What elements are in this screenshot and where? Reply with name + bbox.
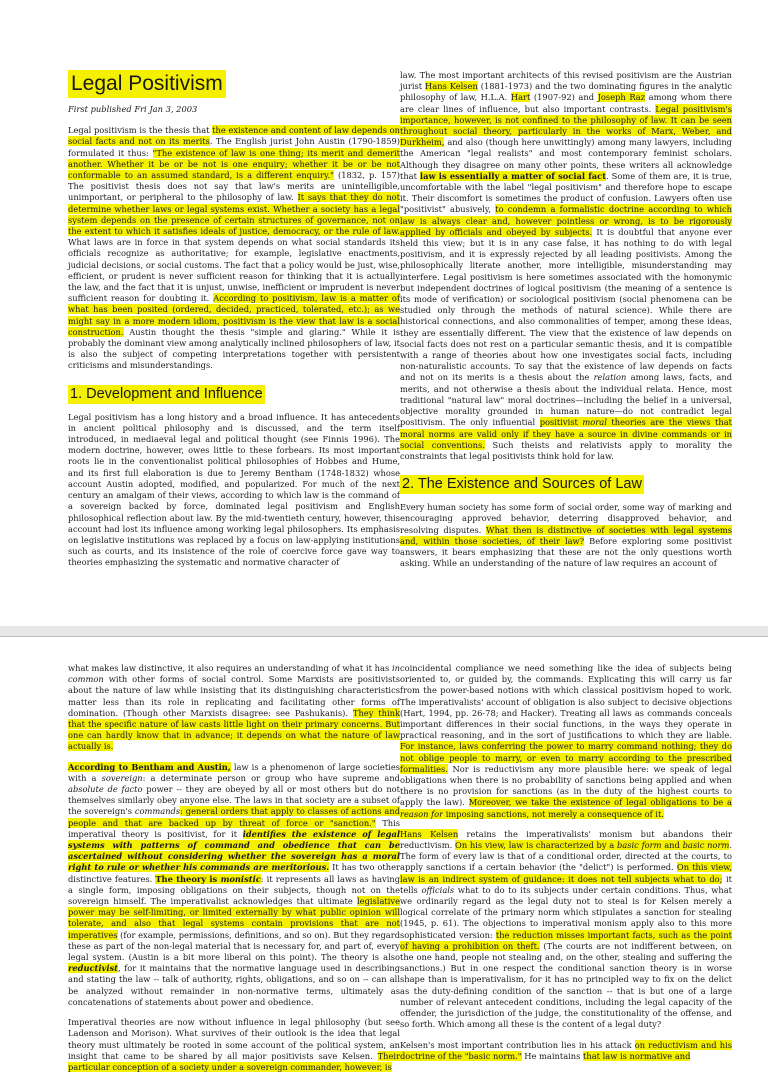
- paragraph: [400, 663, 732, 820]
- highlighted-text: Legal positivism's importance, however, is not confined to the philosophy of law. It can be seen throughout social theory, particularly in the works of Marx, Weber, and Durkheim,: [400, 103, 732, 148]
- highlighted-text: Their particular conception of a society under a sovereign commander, however, is: [68, 1050, 400, 1072]
- highlighted-text: moral: [582, 417, 607, 428]
- highlighted-text: theories are the views that moral norms are valid only if they have a source in divine commands or in social conventions.: [400, 417, 732, 450]
- highlighted-text: that law is normative and: [583, 1050, 691, 1061]
- highlighted-text: Joseph Raz: [597, 92, 646, 103]
- highlighted-text: : general orders that apply to classes of actions and people and that are backed up by threat of force or "sanction.": [68, 806, 401, 828]
- page-2-right-column: [400, 663, 732, 1071]
- document-page-2: [0, 636, 768, 1072]
- text-run: It is doubtful that anyone ever held this view; but it is in any case false, it has nothing to do with legal positivism, and it is expressly rejected by all leading positivists. Among the philosophically literate another, more intelligible, misunderstanding may interfere. Legal positivism is here sometimes associated with the homonymic but independent doctrines of logical positivism (the meaning of a sentence is its mode of verification) or sociological positivism (social phenomena can be studied only through the methods of natural science). While there are historical connections, and also commonalities of temper, among these ideas, they are essentially different. The view that the existence of law depends on social facts does not rest on a particular semantic thesis, and it is compatible with a range of theories about how one investigates social facts, including non-naturalistic accounts. To say that the existence of law depends on facts and not on its merits is a thesis about the: [400, 226, 732, 383]
- text-run: : it represents all laws as having a single form, imposing obligations on their subjects, though not on the sovereign himself. The imperativalist acknowledges that ultimate: [68, 873, 401, 907]
- text-run: officials: [421, 884, 455, 895]
- text-run: . The form of every law is that of a conditional order, directed at the courts, to apply sanctions if a certain behavior (the "delict") is performed.: [400, 840, 732, 873]
- text-run: Every human society has some form of social order, some way of marking and encouraging approved behavior, deterring disapproved behavior, and resolving disputes.: [400, 502, 732, 535]
- text-run: with other forms of social control. Some Marxists are positivists about the nature of law while insisting that its distinguishing characteristics matter less than its role in replicating and facilitating other forms of domination. (Though other Marxists disagree: see Pashukanis).: [68, 674, 400, 718]
- highlighted-text: Hart: [510, 92, 531, 103]
- highlighted-text: It says that they do not determine whether laws or legal systems exist. Whether a society has a legal system depends on the presence of certain structures of governance, not on the extent to which it satisfies ideals of justice, democracy, or the rule of law.: [68, 192, 400, 237]
- text-run: among whom there are clear lines of influence, but also important contrasts.: [400, 92, 733, 114]
- text-run: Nor is reductivism any more plausible here: we speak of legal obligations when there is no probability of sanctions being applied and when there is no provision for sanctions (as in the duty of the highest courts to apply the law).: [400, 763, 732, 808]
- document-title: Legal Positivism: [68, 70, 226, 98]
- text-run: (1881-1973) and the two dominating figures in the analytic philosophy of law, H.L.A.: [400, 81, 732, 103]
- text-run: Imperatival theories are now without influence in legal philosophy (but see Ladenson and Morison). What survives of their outlook is the idea that legal theory must ultimately be rooted in some account of the political system, an insight that came to be shared by all major positivists save Kelsen.: [68, 1017, 400, 1061]
- publication-date: First published Fri Jan 3, 2003: [68, 104, 198, 114]
- text-run: . The English jurist John Austin (1790-1859) formulated it thus:: [68, 136, 400, 158]
- text-run: law. The most important architects of this revised positivism are the Austrian jurist: [400, 70, 732, 92]
- highlighted-text: identifies the existence of legal systems with patterns of command and obedience that can be ascertained without considering whether the sovereign has a moral right to rule or whether his commands are meritorious.: [68, 828, 400, 873]
- highlighted-text: They think that the specific nature of law casts little light on their primary concerns. But one can hardly know that in advance; it depends on what the nature of law actually is.: [68, 707, 400, 752]
- text-run: power -- they are obeyed by all or most others but do not themselves similarly obey anyone else. The laws in that society are a subset of the sovereign's: [68, 784, 400, 817]
- section-1-heading: 1. Development and Influence: [70, 385, 263, 402]
- paragraph: [68, 762, 400, 1008]
- highlighted-text: reductivist: [68, 963, 118, 974]
- text-run: Such theists and relativists apply to morality the constraints that legal positivists think hold for law.: [400, 439, 732, 461]
- section-2-paragraph: [400, 502, 732, 569]
- text-run: among laws, facts, and merits, and not otherwise a thesis about the individual relata. Hence, most traditional "natural law" moral doctrines—including the belief in a universal, objective morality grounded in human nature—do not contradict legal positivism. The only influential: [400, 372, 733, 428]
- paragraph: [68, 663, 400, 753]
- text-run: (for example, permissions, definitions, and so on). But they regard these as part of the non-legal material that is necessary for, and part of, every legal system. (Austin is a bit more liberal on this point). The theory is also: [68, 929, 400, 963]
- text-run: It has two other distinctive features.: [68, 862, 400, 884]
- section-2-heading: 2. The Existence and Sources of Law: [402, 476, 642, 493]
- highlighted-text: The theory is: [155, 873, 221, 884]
- text-run: retains the imperativalists' monism but abandons their reductivism.: [400, 828, 732, 851]
- highlighted-text: legislative power may be self-limiting, or limited externally by what public opinion will tolerate, and also that legal systems contain provisions that are not imperatives: [68, 896, 400, 940]
- text-run: What laws are in force in that system depends on what social standards its officials recognize as authoritative; for example, legislative enactments, judicial decisions, or social customs. The fact that a policy would be just, wise, efficient, or prudent is never sufficient reason for thinking that it is actually the law, and the fact that it is unjust, unwise, inefficient or imprudent is never sufficient reason for doubting it.: [68, 237, 400, 304]
- text-run: it tells: [400, 873, 732, 895]
- text-run: (The courts are not indifferent between, on the one hand, people not stealing and, on the other, stealing and suffering the sanctions.) But in one respect the conditional sanction theory is in worse shape than is imperativalism, for it has no principled way to fix on the delict as the duty-defining condition of the sanction -- that is but one of a large number of relevant antecedent conditions, including the legal capacity of the offender, the jurisdiction of the judge, the constitutionality of the offense, and so forth. Which among all these is the content of a legal duty?: [400, 940, 732, 1030]
- paragraph: [400, 70, 732, 462]
- highlighted-text: law is essentially a matter of social fact: [419, 170, 607, 181]
- page-gap: [0, 626, 768, 636]
- text-run: Before exploring some positivist answers, it bears emphasizing that these are not the only questions worth asking. While an understanding of the nature of law requires an account of: [400, 535, 732, 569]
- highlighted-text: to condemn a formalistic doctrine according to which law is always clear and, however pointless or wrong, is to be rigorously applied by officials and obeyed by subjects.: [400, 204, 733, 237]
- text-run: law is a phenomenon of large societies with a: [68, 761, 400, 783]
- highlighted-text: Moreover, we take the existence of legal obligations to be a: [468, 797, 732, 808]
- text-run: Legal positivism has a long history and a broad influence. It has antecedents in ancient political philosophy and is discussed, and the term itself introduced, in mediaeval legal and political thought (see Finnis 1996). The modern doctrine, however, owes little to these forbears. Its most important roots lie in the conventionalist political philosophies of Hobbes and Hume, and its first full elaboration is due to Jeremy Bentham (1748-1832) whose account Austin adopted, modified, and popularized. For much of the next century an amalgam of their views, according to which law is the command of a sovereign backed by force, dominated legal positivism and English philosophical reflection about law. By the mid-twentieth century, however, this account had lost its influence among working legal philosophers. Its emphasis on legislative institutions was replaced by a focus on law-applying institutions such as courts, and its insistence of the role of coercive force gave way to theories emphasizing the systematic and normative character of: [68, 411, 400, 568]
- paragraph: [400, 829, 732, 1031]
- highlighted-text: According to Bentham and Austin,: [68, 761, 231, 772]
- highlighted-text: According to positivism, law is a matter of what has been posited (ordered, decided, practiced, tolerated, etc.); as we might say in a more modern idiom, positivism is the view that law is a social construction.: [68, 293, 401, 337]
- text-run: Legal positivism is the thesis that: [68, 125, 213, 136]
- highlighted-text: On his view, law is characterized by a: [455, 840, 617, 851]
- highlighted-text: Hans Kelsen: [400, 828, 459, 839]
- highlighted-text: reason for: [400, 808, 444, 819]
- highlighted-text: basic norm: [682, 840, 730, 851]
- text-run: commands: [134, 806, 181, 817]
- highlighted-text: and: [661, 840, 683, 851]
- text-run: and also (though here unwittingly) among many lawyers, including the American "legal realists" and most contemporary feminist scholars. Although they disagree on many other points, these writers all acknowledge that: [400, 137, 732, 181]
- text-run: coincidental compliance we need something like the idea of subjects being oriented to, or guided by, the commands. Explicating this will carry us far from the power-based notions with which classical positivism hoped to work. The imperativalists' account of obligation is also subject to decisive objections (Hart, 1994, pp. 26-78; and Hacker). Treating all laws as commands conceals important differences in their social functions, in the ways they operate in practical reasoning, and in the sort of justifications to which they are liable.: [400, 663, 732, 741]
- text-run: , for it maintains that the normative language used in describing and stating the law -- talk of authority, rights, obligations, and so on -- can all be analyzed without remainder in non-normative terms, ultimately as concatenations of statements about power and obedience.: [68, 963, 400, 1007]
- text-run: (1907-92) and: [530, 92, 598, 103]
- page-1-left-column: [68, 70, 400, 578]
- highlighted-text: On this view, law is an indirect system of guidance: it does not tell subjects what to do;: [400, 862, 732, 884]
- intro-paragraph: [68, 125, 400, 371]
- text-run: : a determinate person or group who have supreme and: [142, 772, 400, 783]
- text-run: This imperatival theory is positivist, for it: [68, 817, 400, 839]
- text-run: relation: [593, 372, 627, 383]
- section-1-paragraph: [68, 412, 400, 569]
- highlighted-text: on reductivism and his doctrine of the "basic norm.": [400, 1039, 732, 1061]
- highlighted-text: For instance, laws conferring the power to marry command nothing; they do not oblige people to marry, or even to marry according to the prescribed formalities.: [400, 741, 732, 774]
- highlighted-text: positivist: [539, 417, 583, 428]
- text-run: Austin thought the thesis "simple and glaring." While it is probably the dominant view among analytically inclined philosophers of law, it is also the subject of competing interpretations together with persistent criticisms and misunderstandings.: [68, 326, 400, 371]
- page-2-left-column: [68, 663, 400, 1082]
- highlighted-text: the existence and content of law depends on social facts and not on its merits: [68, 125, 400, 147]
- highlighted-text: "The existence of law is one thing; its merit and demerit another. Whether it be or be not is one enquiry; whether it be or be not conformable to an assumed standard, is a different enquiry.": [68, 147, 400, 181]
- page-1-right-column: [400, 70, 732, 578]
- text-run: sovereign: [101, 772, 143, 783]
- text-run: what makes law distinctive, it also requires an understanding of what it has: [68, 663, 392, 673]
- highlighted-text: the reduction misses important facts, such as the point of having a prohibition on theft.: [400, 929, 732, 951]
- highlighted-text: What then is distinctive of societies with legal systems and, within those societies, of their law?: [400, 524, 732, 546]
- highlighted-text: basic form: [617, 840, 662, 851]
- highlighted-text: Hans Kelsen: [425, 81, 478, 92]
- highlighted-text: monistic: [220, 873, 261, 884]
- text-run: (1832, p. 157) The positivist thesis does not say that law's merits are unintelligible, unimportant, or peripheral to the philosophy of law.: [68, 170, 400, 203]
- text-run: what to do to its subjects under certain conditions. Thus, what we ordinarily regard as the legal duty not to steal is for Kelsen merely a logical correlate of the primary norm which stipulates a sanction for stealing (1945, p. 61). The objections to imperatival monism apply also to this more sophisticated version:: [400, 884, 732, 940]
- text-run: absolute de facto: [68, 784, 143, 795]
- text-run: Kelsen's most important contribution lies in his attack: [400, 1039, 635, 1050]
- paragraph: [400, 1040, 732, 1062]
- text-run: in common: [68, 663, 400, 685]
- text-run: . Some of them are, it is true, uncomfortable with the label "legal positivism" and therefore hope to escape it. Their discomfort is sometimes the product of confusion. Lawyers often use "positivist" abusively,: [400, 170, 732, 215]
- paragraph: [68, 1017, 400, 1073]
- text-run: He maintains: [521, 1050, 584, 1061]
- highlighted-text: imposing sanctions, not merely a consequence of it.: [443, 808, 664, 819]
